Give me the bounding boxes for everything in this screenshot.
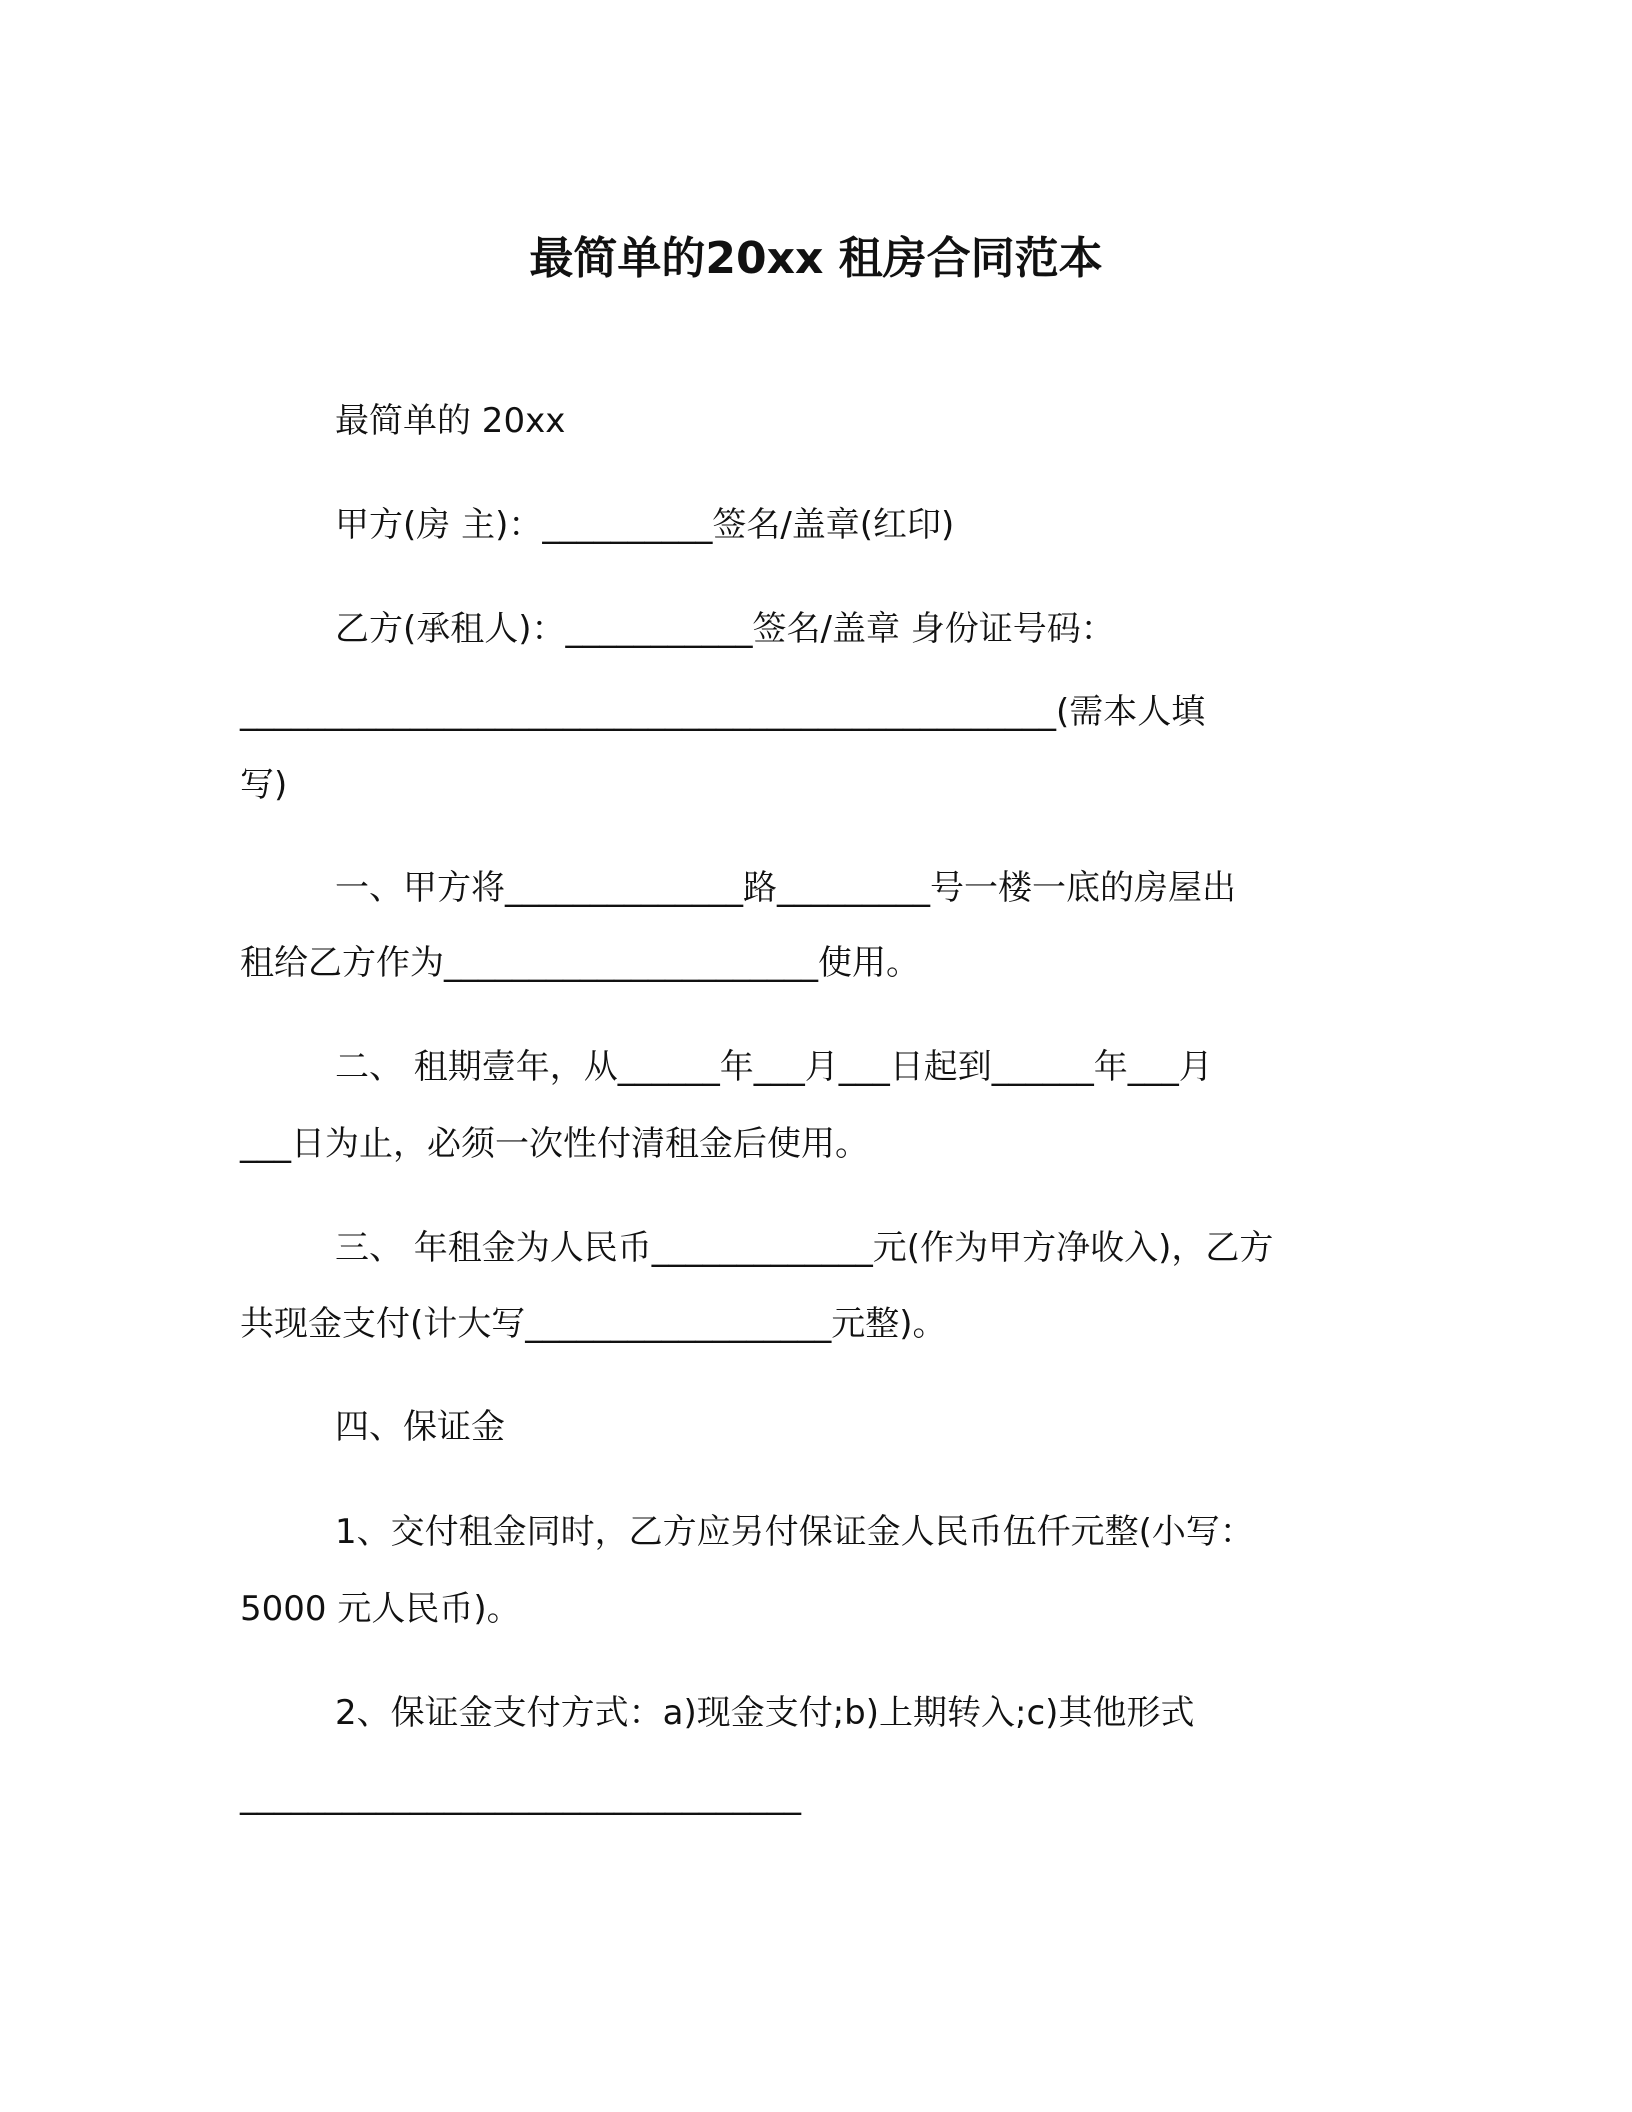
id-number-blank-line: ________________________________________________(需本人填	[240, 692, 1206, 732]
clause-4-heading: 四、保证金	[335, 1407, 505, 1447]
subtitle-line: 最简单的 20xx	[335, 401, 566, 441]
document-title: 最简单的20xx 租房合同范本	[529, 233, 1103, 284]
deposit-item-1-line-1: 1、交付租金同时，乙方应另付保证金人民币伍仟元整(小写：	[335, 1512, 1254, 1552]
deposit-item-1-line-2: 5000 元人民币)。	[240, 1589, 521, 1629]
clause-3-line-2: 共现金支付(计大写__________________元整)。	[240, 1304, 947, 1344]
deposit-item-2-line: 2、保证金支付方式：a)现金支付;b)上期转入;c)其他形式	[335, 1693, 1195, 1733]
clause-2-line-1: 二、 租期壹年，从______年___月___日起到______年___月	[335, 1047, 1213, 1087]
id-number-blank-continuation: 写)	[240, 765, 288, 805]
clause-1-line-1: 一、甲方将______________路_________号一楼一底的房屋出	[335, 868, 1236, 908]
deposit-other-form-blank: _________________________________	[240, 1776, 801, 1816]
clause-3-line-1: 三、 年租金为人民币_____________元(作为甲方净收入)，乙方	[335, 1228, 1274, 1268]
party-a-line: 甲方(房 主)：__________签名/盖章(红印)	[335, 505, 955, 545]
clause-1-line-2: 租给乙方作为______________________使用。	[240, 943, 920, 983]
party-b-line: 乙方(承租人)：___________签名/盖章 身份证号码：	[335, 609, 1115, 649]
clause-2-line-2: ___日为止，必须一次性付清租金后使用。	[240, 1124, 869, 1164]
